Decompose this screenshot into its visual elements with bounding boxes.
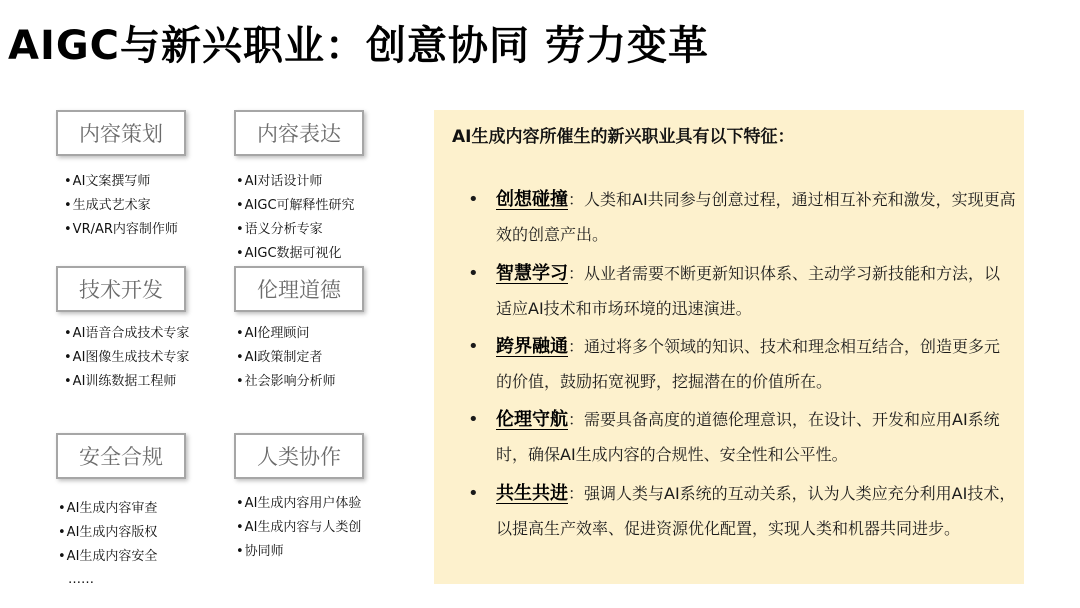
- feature-text: 从业者需要不断更新知识体系、主动学习新技能和方法，以适应AI技术和市场环境的迅速演进。: [496, 264, 1001, 318]
- feature-text: 人类和AI共同参与创意过程，通过相互补充和激发，实现更高效的创意产出。: [496, 190, 1016, 244]
- bullet-icon: •: [468, 483, 479, 504]
- category-box-tech-development: 技术开发: [56, 266, 186, 312]
- bullet-icon: •: [468, 263, 479, 284]
- feature-term: 智慧学习: [496, 263, 568, 284]
- job-list-security-compliance: [58, 497, 157, 569]
- feature-term: 创想碰撞: [496, 189, 568, 210]
- feature-item: [468, 256, 1016, 326]
- list-item: • 生成式艺术家: [64, 194, 178, 218]
- feature-term: 伦理守航: [496, 409, 568, 430]
- job-list-content-planning: [64, 170, 178, 242]
- feature-text: 需要具备高度的道德伦理意识，在设计、开发和应用AI系统时，确保AI生成内容的合规性、安全性和公平性。: [496, 410, 1000, 464]
- list-item: • AI政策制定者: [236, 346, 336, 370]
- list-item: • 协同师: [236, 540, 361, 564]
- list-item: • AI生成内容与人类创: [236, 516, 361, 540]
- bullet-icon: •: [468, 336, 479, 357]
- list-item: • AI生成内容用户体验: [236, 492, 361, 516]
- feature-term: 跨界融通: [496, 336, 568, 357]
- feature-item: [468, 182, 1016, 252]
- list-item: • AI文案撰写师: [64, 170, 178, 194]
- more-ellipsis: ……: [68, 572, 94, 587]
- feature-separator: ：: [568, 264, 585, 283]
- job-list-human-collaboration: [236, 492, 361, 564]
- job-list-ethics: [236, 322, 336, 394]
- list-item: • AI语音合成技术专家: [64, 322, 189, 346]
- list-item: • AI生成内容安全: [58, 545, 157, 569]
- features-panel: [434, 110, 1024, 584]
- feature-separator: ：: [568, 190, 585, 209]
- category-box-human-collaboration: 人类协作: [234, 433, 364, 479]
- list-item: • AI对话设计师: [236, 170, 355, 194]
- list-item: • VR/AR内容制作师: [64, 218, 178, 242]
- bullet-icon: •: [468, 189, 479, 210]
- category-box-content-planning: 内容策划: [56, 110, 186, 156]
- feature-text: 强调人类与AI系统的互动关系，认为人类应充分利用AI技术，以提高生产效率、促进资源优化配置，实现人类和机器共同进步。: [496, 484, 1016, 538]
- list-item: • AI图像生成技术专家: [64, 346, 189, 370]
- category-box-security-compliance: 安全合规: [56, 433, 186, 479]
- category-box-content-expression: 内容表达: [234, 110, 364, 156]
- bullet-icon: •: [468, 409, 479, 430]
- job-list-content-expression: [236, 170, 355, 266]
- list-item: • AI生成内容版权: [58, 521, 157, 545]
- feature-separator: ：: [568, 410, 585, 429]
- feature-item: [468, 402, 1016, 472]
- panel-heading: AI生成内容所催生的新兴职业具有以下特征：: [452, 127, 795, 147]
- list-item: • 语义分析专家: [236, 218, 355, 242]
- list-item: • AIGC数据可视化: [236, 242, 355, 266]
- feature-item: [468, 329, 1016, 399]
- job-list-tech-development: [64, 322, 189, 394]
- feature-separator: ：: [568, 484, 585, 503]
- page-title: AIGC与新兴职业：创意协同 劳力变革: [8, 23, 709, 69]
- category-box-ethics: 伦理道德: [234, 266, 364, 312]
- list-item: • AIGC可解释性研究: [236, 194, 355, 218]
- list-item: • 社会影响分析师: [236, 370, 336, 394]
- feature-text: 通过将多个领域的知识、技术和理念相互结合，创造更多元的价值，鼓励拓宽视野，挖掘潜在的价值所在。: [496, 337, 1001, 391]
- list-item: • AI生成内容审查: [58, 497, 157, 521]
- feature-separator: ：: [568, 337, 585, 356]
- list-item: • AI训练数据工程师: [64, 370, 189, 394]
- feature-item: [468, 476, 1016, 546]
- list-item: • AI伦理顾问: [236, 322, 336, 346]
- feature-term: 共生共进: [496, 483, 568, 504]
